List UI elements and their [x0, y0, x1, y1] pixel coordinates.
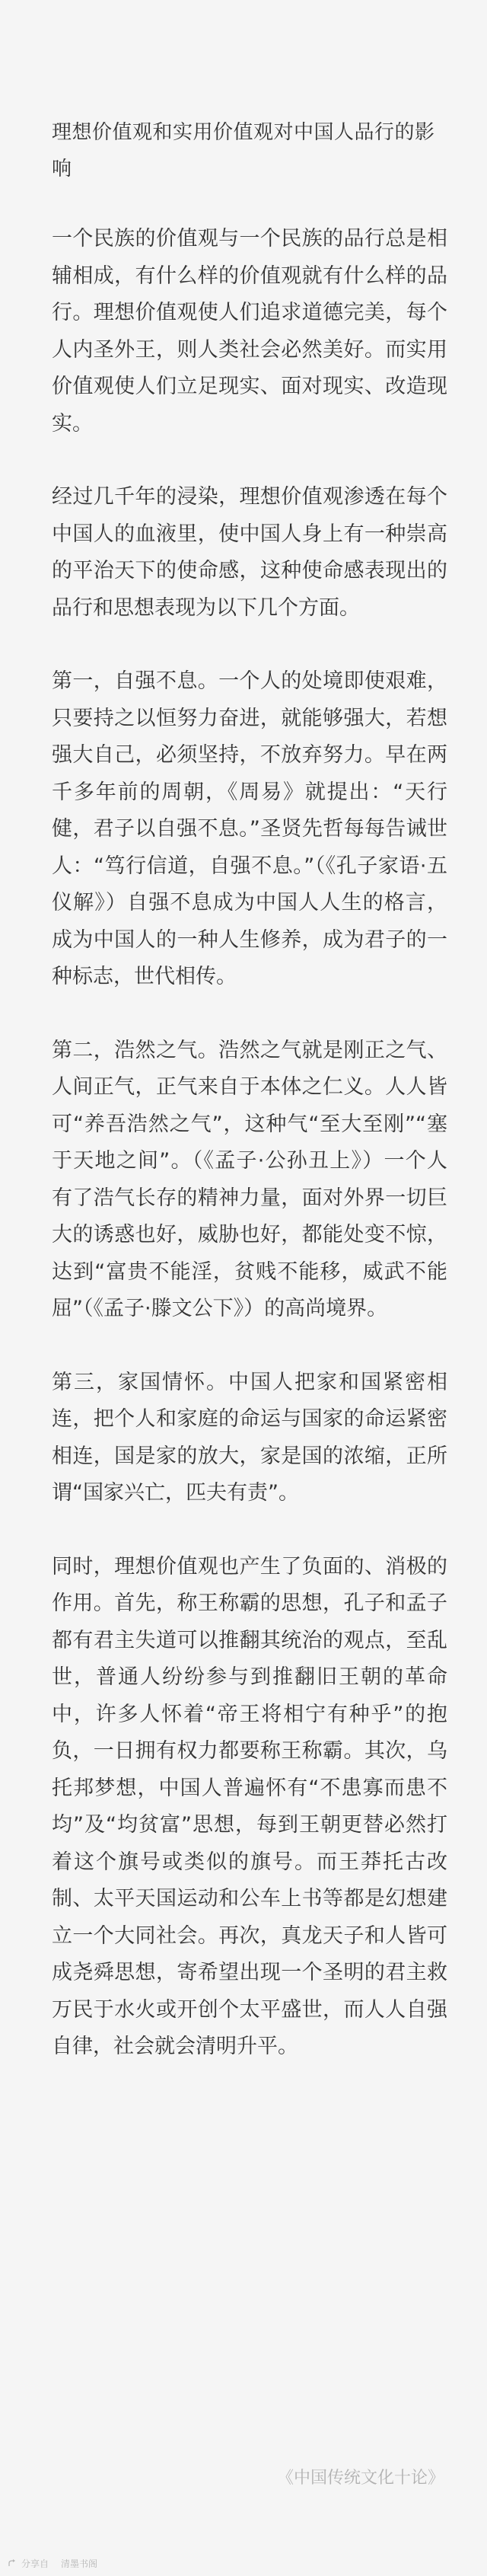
share-icon [8, 2558, 17, 2568]
app-name[interactable]: 清墨书阁 [61, 2558, 98, 2569]
article-paragraph-2: 经过几千年的浸染，理想价值观渗透在每个中国人的血液里，使中国人身上有一种崇高的平治天下的使命感，这种使命感表现出的品行和思想表现为以下几个方面。 [52, 485, 447, 620]
article [52, 114, 447, 2102]
article-title: 理想价值观和实用价值观对中国人品行的影响 [52, 121, 435, 180]
article-paragraph-4: 第二，浩然之气。浩然之气就是刚正之气、人间正气，正气来自于本体之仁义。人人皆可“养吾浩然之气”，这种气“至大至刚”“塞于天地之间”。（《孟子·公孙丑上》）一个人有了浩气长存的精神力量，面对外界一切巨大的诱惑也好，威胁也好，都能处变不惊，达到“富贵不能淫，贫贱不能移，威武不能屈”（《孟子·滕文公下》）的高尚境界。 [52, 1038, 447, 1320]
article-source: 《中国传统文化十论》 [276, 2469, 444, 2488]
share-label: 分享自 [21, 2558, 49, 2569]
article-paragraph-6: 同时，理想价值观也产生了负面的、消极的作用。首先，称王称霸的思想，孔子和孟子都有君主失道可以推翻其统治的观点，至乱世，普通人纷纷参与到推翻旧王朝的革命中，许多人怀着“帝王将相宁有种乎”的抱负，一日拥有权力都要称王称霸。其次，乌托邦梦想，中国人普遍怀有“不患寡而患不均”及“均贫富”思想，每到王朝更替必然打着这个旗号或类似的旗号。而王莽托古改制、太平天国运动和公车上书等都是幻想建立一个大同社会。再次，真龙天子和人皆可成尧舜思想，寄希望出现一个圣明的君主救万民于水火或开创个太平盛世，而人人自强自律，社会就会清明升平。 [52, 1554, 447, 2058]
article-paragraph-5: 第三，家国情怀。中国人把家和国紧密相连，把个人和家庭的命运与国家的命运紧密相连，国是家的放大，家是国的浓缩，正所谓“国家兴亡，匹夫有责”。 [52, 1370, 447, 1505]
article-paragraph-3: 第一，自强不息。一个人的处境即使艰难，只要持之以恒努力奋进，就能够强大，若想强大自己，必须坚持，不放弃努力。早在两千多年前的周朝，《周易》就提出：“天行健，君子以自强不息。”圣贤先哲每每告诫世人：“笃行信道，自强不息。”（《孔子家语·五仪解》）自强不息成为中国人人生的格言，成为中国人的一种人生修养，成为君子的一种标志，世代相传。 [52, 669, 447, 988]
share-footer[interactable] [8, 2554, 97, 2572]
article-paragraph-1: 一个民族的价值观与一个民族的品行总是相辅相成，有什么样的价值观就有什么样的品行。理想价值观使人们追求道德完美，每个人内圣外王，则人类社会必然美好。而实用价值观使人们立足现实、面对现实、改造现实。 [52, 227, 447, 436]
